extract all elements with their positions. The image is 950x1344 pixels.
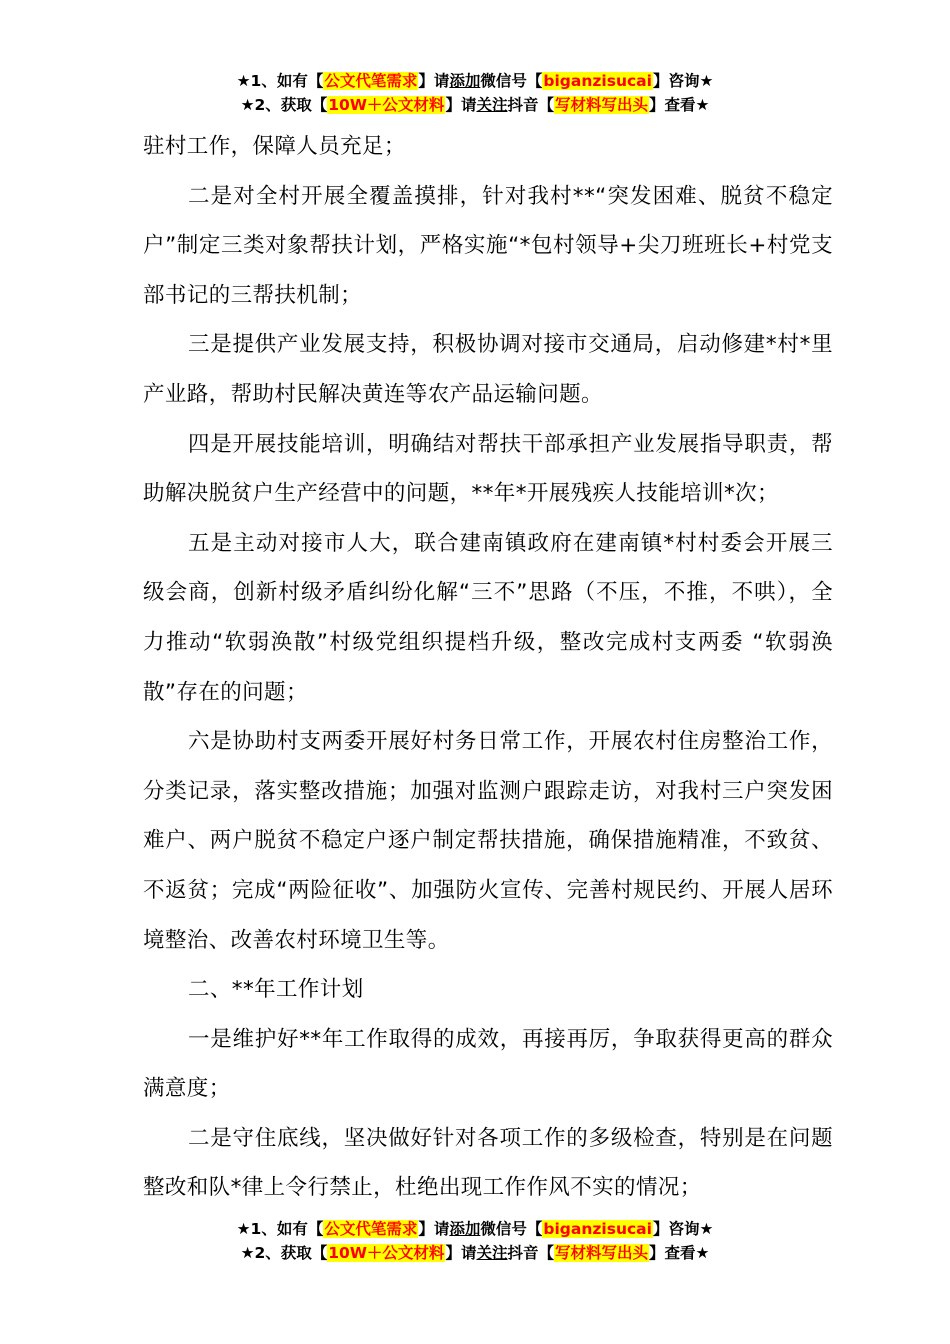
banner-line-2 [0, 93, 950, 117]
paragraph: 六是协助村支两委开展好村务日常工作，开展农村住房整治工作，分类记录，落实整改措施；加强对监测户跟踪走访，对我村三户突发困难户、两户脱贫不稳定户逐户制定帮扶措施，确保措施精准，不致贫、不返贫；完成“两险征收”、加强防火宣传、完善村规民约、开展人居环境整治、改善农村环境卫生等。 [143, 729, 833, 953]
banner-text: 微信号【 [480, 72, 543, 90]
banner-text: 】请 [445, 1244, 477, 1262]
banner-underline-text: 关注 [476, 1244, 508, 1262]
banner-highlight: 公文代笔需求 [324, 1220, 418, 1238]
banner-text: ★2、获取【 [240, 1244, 328, 1262]
banner-line-1 [0, 69, 950, 93]
paragraph: 驻村工作，保障人员充足； [143, 134, 406, 159]
banner-highlight: 10W＋公文材料 [328, 1244, 445, 1262]
paragraph: 三是提供产业发展支持，积极协调对接市交通局，启动修建*村*里产业路，帮助村民解决黄连等农产品运输问题。 [143, 332, 833, 407]
banner-highlight: 10W＋公文材料 [328, 96, 445, 114]
paragraph: 一是维护好**年工作取得的成效，再接再厉，争取获得更高的群众满意度； [143, 1026, 833, 1102]
paragraph: 五是主动对接市人大，联合建南镇政府在建南镇*村村委会开展三级会商，创新村级矛盾纠纷化解“三不”思路（不压，不推，不哄），全力推动“软弱涣散”村级党组织提档升级，整改完成村支两委 “软弱涣散”存在的问题； [143, 530, 833, 705]
header-banner [0, 69, 950, 117]
banner-highlight: biganzisucai [543, 72, 652, 90]
banner-highlight: 公文代笔需求 [324, 72, 418, 90]
paragraph: 二是守住底线，坚决做好针对各项工作的多级检查，特别是在问题整改和队*律上令行禁止，杜绝出现工作作风不实的情况； [143, 1125, 833, 1201]
banner-underline-text: 添加 [449, 72, 481, 90]
banner-text: 】请 [418, 1220, 450, 1238]
banner-text: 】请 [418, 72, 450, 90]
banner-line-1 [0, 1217, 950, 1241]
banner-text: 微信号【 [480, 1220, 543, 1238]
banner-text: 】咨询★ [652, 72, 714, 90]
banner-highlight: 写材料写出头 [554, 1244, 648, 1262]
document-body [143, 122, 833, 1213]
banner-text: ★1、如有【 [236, 72, 324, 90]
banner-text: 抖音【 [507, 1244, 554, 1262]
banner-highlight: biganzisucai [543, 1220, 652, 1238]
paragraph: 四是开展技能培训，明确结对帮扶干部承担产业发展指导职责，帮助解决脱贫户生产经营中的问题，**年*开展残疾人技能培训*次； [143, 431, 833, 507]
section-heading: 二、**年工作计划 [188, 977, 364, 1003]
banner-text: ★1、如有【 [236, 1220, 324, 1238]
banner-text: ★2、获取【 [240, 96, 328, 114]
banner-line-2 [0, 1241, 950, 1265]
paragraph: 二是对全村开展全覆盖摸排，针对我村**“突发困难、脱贫不稳定户”制定三类对象帮扶计划，严格实施“*包村领导+尖刀班班长+村党支部书记的三帮扶机制； [143, 183, 833, 308]
banner-highlight: 写材料写出头 [554, 96, 648, 114]
banner-text: 抖音【 [507, 96, 554, 114]
banner-text: 】查看★ [649, 96, 710, 114]
banner-text: 】请 [445, 96, 477, 114]
footer-banner [0, 1217, 950, 1265]
banner-text: 】查看★ [649, 1244, 710, 1262]
banner-underline-text: 添加 [449, 1220, 481, 1238]
banner-text: 】咨询★ [652, 1220, 714, 1238]
banner-underline-text: 关注 [476, 96, 508, 114]
